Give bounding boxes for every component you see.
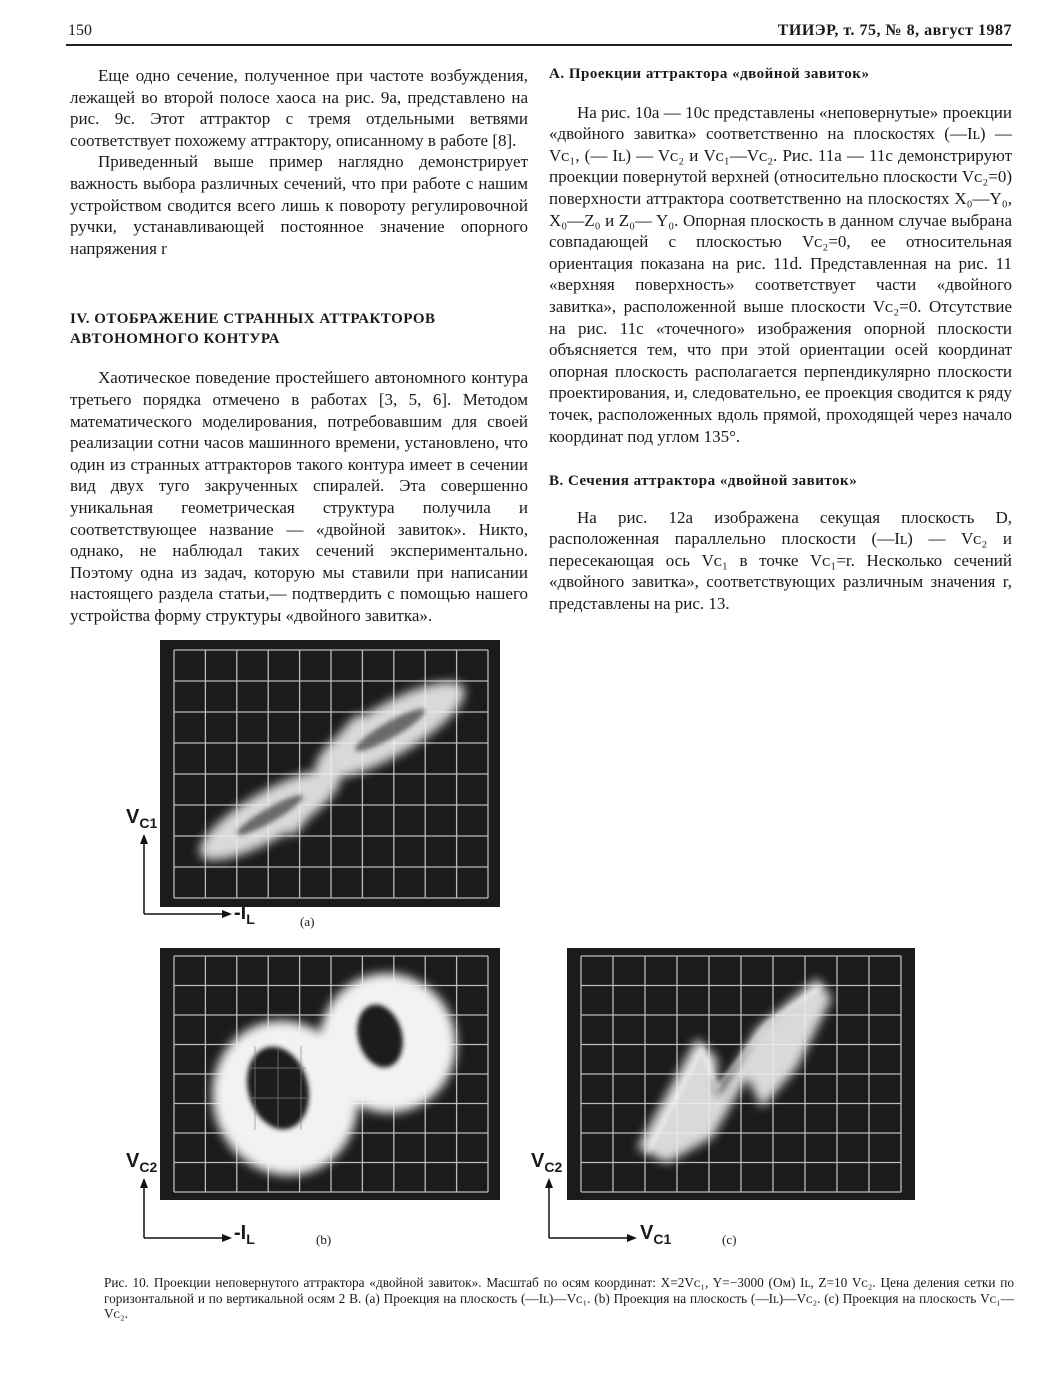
- axis-arrows-b: [136, 1176, 236, 1246]
- x-axis-label-a: $-I_L$: [234, 902, 255, 927]
- left-column: [70, 65, 528, 626]
- paragraph: На рис. 12a изображена секущая плоскость D, расположенная параллельно плоскости (—Iʟ) — Vᴄ₂ и пересекающая ось Vᴄ₁ в точке Vᴄ₁=r. Несколько сечений «двойного завитка», соответствующих различным значения r, представлены на рис. 13.: [549, 507, 1012, 614]
- paragraph: Хаотическое поведение простейшего автономного контура третьего порядка отмечено в работах [3, 5, 6]. Методом математического моделирования, потребовавшим для своей реализации сотни часов машинного времени, установлено, что один из странных аттракторов такого контура имеет в сечении вид двух туго закрученных спиралей. Эта совершенно уникальная геометрическая структура получила и соответствующее название — «двойной завиток». Никто, однако, не наблюдал таких сечений экспериментально. Поэтому одна из задач, которую мы ставили при написании настоящего раздела статьи,— подтвердить с помощью нашего устройства форму структуры «двойного завитка».: [70, 368, 528, 625]
- section-heading: IV. ОТОБРАЖЕНИЕ СТРАННЫХ АТТРАКТОРОВ АВТОНОМНОГО КОНТУРА: [70, 311, 436, 348]
- page-number: 150: [68, 22, 92, 39]
- oscillogram-c: [567, 948, 915, 1200]
- y-axis-label-c: $V_{C2}$: [531, 1150, 563, 1175]
- figure-tag-b: (b): [316, 1232, 332, 1247]
- figure-tag-a: (a): [300, 914, 315, 929]
- paragraph: Еще одно сечение, полученное при частоте возбуждения, лежащей во второй полосе хаоса на рис. 9а, представлено на рис. 9с. Этот аттрактор с тремя отдельными ветвями соответствует похожему аттрактору, описанному в работе [8].: [70, 66, 528, 150]
- x-axis-label-b: $-I_L$: [234, 1222, 255, 1247]
- figure-tag-c: (c): [722, 1232, 737, 1247]
- header-rule: [66, 44, 1012, 46]
- axis-arrows-a: [136, 832, 236, 922]
- x-axis-label-c: $V_{C1}$: [640, 1222, 672, 1247]
- y-axis-label-a: $V_{C1}$: [126, 806, 158, 831]
- oscillogram-b: [160, 948, 500, 1200]
- subsection-heading-a: А. Проекции аттрактора «двойной завиток»: [549, 66, 870, 82]
- axis-arrows-c: [541, 1176, 641, 1246]
- figure-caption: Рис. 10. Проекции неповернутого аттрактора «двойной завиток». Масштаб по осям координат: X=2Vᴄ₁, Y=−3000 (Ом) Iʟ, Z=10 Vᴄ₂. Цена деления сетки по горизонтальной и по вертикальной осям 2 В. (a) Проекция на плоскость (—Iʟ)—Vᴄ₁. (b) Проекция на плоскость (—Iʟ)—Vᴄ₂. (c) Проекция на плоскость Vᴄ₁—Vᴄ₂.: [104, 1275, 1014, 1321]
- paragraph: Приведенный выше пример наглядно демонстрирует важность выбора различных сечений, что при работе с нашим устройством сводится всего лишь к повороту регулировочной ручки, устанавливающей постоянное значение опорного напряжения r: [70, 152, 528, 258]
- right-column: [549, 64, 1012, 615]
- running-header: ТИИЭР, т. 75, № 8, август 1987: [777, 22, 1012, 39]
- paragraph: На рис. 10a — 10c представлены «неповернутые» проекции «двойного завитка» соответственно на плоскостях (—Iʟ) — Vᴄ₁, (— Iʟ) — Vᴄ₂ и Vᴄ₁—Vᴄ₂. Рис. 11a — 11c демонстрируют проекции повернутой верхней (относительно плоскости Vᴄ₂=0) поверхности аттрактора соответственно на плоскостях X₀—Y₀, X₀—Z₀ и Z₀— Y₀. Опорная плоскость в данном случае выбрана совпадающей с плоскостью Vᴄ₂=0, ее относительная ориентация показана на рис. 11d. Представленная на рис. 11 «верхняя поверхность» соответствует части «двойного завитка», расположенной выше плоскости Vᴄ₂=0. Отсутствие на рис. 11c «точечного» изображения опорной плоскости объясняется тем, что при этой ориентации осей координат опорная плоскость располагается перпендикулярно плоскости проектирования, и, следовательно, ее проекция сводится к ряду точек, расположенных вдоль прямой, проходящей через начало координат под углом 135°.: [549, 102, 1012, 446]
- y-axis-label-b: $V_{C2}$: [126, 1150, 158, 1175]
- subsection-heading-b: B. Сечения аттрактора «двойной завиток»: [549, 473, 858, 490]
